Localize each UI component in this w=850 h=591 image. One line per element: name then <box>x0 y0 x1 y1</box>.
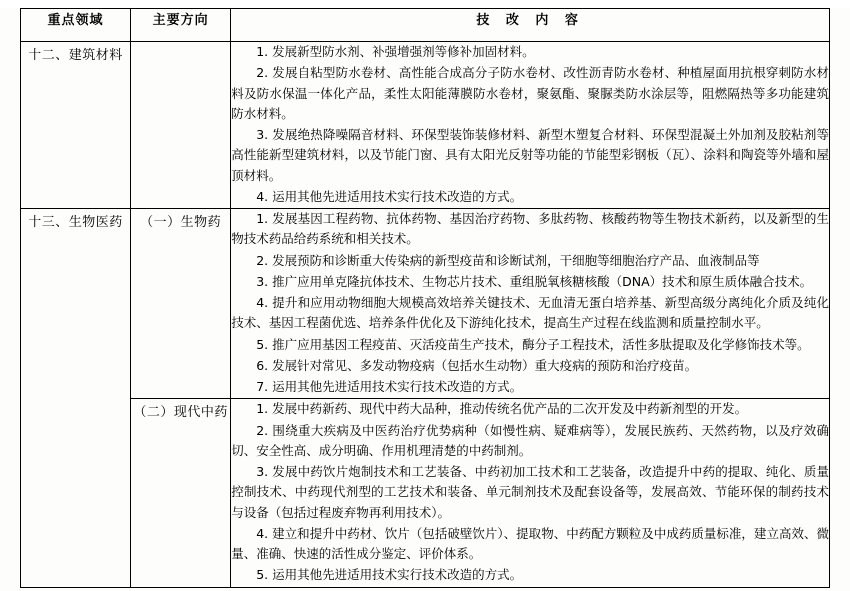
content-item: 4. 建立和提升中药材、饮片（包括破壁饮片）、提取物、中药配方颗粒及中成药质量标准，建立高效、微量、准确、快速的活性成分鉴定、评价体系。 <box>231 525 829 561</box>
content-item: 7. 运用其他先进适用技术实行技术改造的方式。 <box>256 379 523 394</box>
row-direction-cell <box>131 42 231 209</box>
content-item: 1. 发展新型防水剂、补强增强剂等修补加固材料。 <box>256 44 535 59</box>
table-header-row <box>21 9 830 42</box>
content-item: 3. 发展中药饮片炮制技术和工艺装备、中药初加工技术和工艺装备，改造提升中药的提取、纯化、质量控制技术、中药现代剂型的工艺技术和装备、单元制剂技术及配套设备等，发展高效、节能环保的制药技术与设备（包括过程废弃物再利用技术）。 <box>231 464 829 520</box>
row-direction-cell <box>131 209 231 399</box>
row-area-label: 十三、生物医药 <box>28 215 123 230</box>
content-item: 5. 运用其他先进适用技术实行技术改造的方式。 <box>256 567 523 583</box>
header-key-area: 重点领域 <box>21 9 131 42</box>
content-item: 3. 发展绝热降噪隔音材料、环保型装饰装修材料、新型木塑复合材料、环保型混凝土外加剂及胶粘剂等高性能新型建筑材料，以及节能门窗、具有太阳光反射等功能的节能型彩钢板（瓦）、涂料和陶瓷等外墙和屋顶材料。 <box>231 127 829 183</box>
content-item: 3. 推广应用单克隆抗体技术、生物芯片技术、重组脱氧核糖核酸（DNA）技术和原生质体融合技术。 <box>256 273 813 289</box>
content-item: 1. 发展基因工程药物、抗体药物、基因治疗药物、多肽药物、核酸药物等生物技术新药，以及新型的生物技术药品给药系统和相关技术。 <box>231 211 829 247</box>
content-item: 2. 围绕重大疾病及中医药治疗优势病种（如慢性病、疑难病等），发展民族药、天然药物，以及疗效确切、安全性高、成分明确、作用机理清楚的中药制剂。 <box>231 422 829 458</box>
content-item: 5. 推广应用基因工程疫苗、灭活疫苗生产技术，酶分子工程技术，活性多肽提取及化学修饰技术等。 <box>256 336 810 352</box>
content-item: 4. 提升和应用动物细胞大规模高效培养关键技术、无血清无蛋白培养基、新型高级分离纯化介质及纯化技术、基因工程菌优选、培养条件优化及下游纯化技术，提高生产过程在线监测和质量控制水平。 <box>231 295 829 331</box>
table-row <box>21 399 830 587</box>
content-item: 2. 发展预防和诊断重大传染病的新型疫苗和诊断试剂，干细胞等细胞治疗产品、血液制品等 <box>256 252 760 268</box>
content-item: 6. 发展针对常见、多发动物疫病（包括水生动物）重大疫病的预防和治疗疫苗。 <box>256 357 698 373</box>
row-content-cell <box>231 209 830 399</box>
table-header <box>21 9 830 42</box>
row-content-cell <box>231 399 830 587</box>
document-page <box>0 8 850 591</box>
header-main-direction: 主要方向 <box>131 9 231 42</box>
row-direction-label: （一）生物药 <box>140 215 222 230</box>
row-area-label: 十二、建筑材料 <box>28 48 123 63</box>
table-body <box>21 42 830 588</box>
table-row <box>21 209 830 399</box>
row-content-cell <box>231 42 830 209</box>
content-item: 1. 发展中药新药、现代中药大品种，推动传统名优产品的二次开发及中药新剂型的开发。 <box>256 401 748 417</box>
row-direction-label: （二）现代中药 <box>133 405 228 421</box>
row-direction-cell <box>131 399 231 587</box>
row-area-cell <box>21 42 131 209</box>
tech-upgrade-table <box>20 8 830 588</box>
content-item: 4. 运用其他先进适用技术实行技术改造的方式。 <box>256 188 523 204</box>
row-area-cell <box>21 209 131 588</box>
content-item: 2. 发展自粘型防水卷材、高性能合成高分子防水卷材、改性沥青防水卷材、种植屋面用抗根穿刺防水材料及防水保温一体化产品，柔性太阳能薄膜防水卷材，聚氨酯、聚脲类防水涂层等，阻燃隔热等多功能建筑防水材料。 <box>231 65 829 121</box>
header-tech-content: 技 改 内 容 <box>231 9 830 42</box>
row-direction-label <box>131 42 230 50</box>
table-row <box>21 42 830 209</box>
